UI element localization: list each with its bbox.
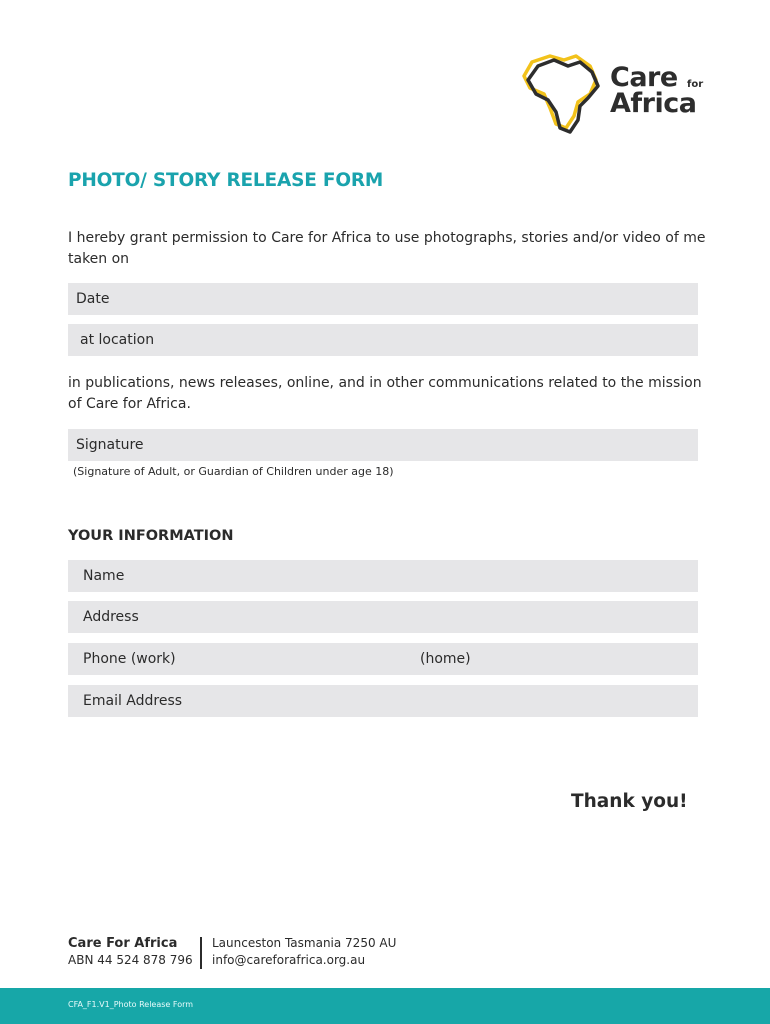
care-for-africa-logo bbox=[516, 50, 716, 136]
footer-address: Launceston Tasmania 7250 AU bbox=[212, 936, 397, 950]
name-label: Name bbox=[83, 568, 125, 584]
section-title: YOUR INFORMATION bbox=[68, 528, 234, 544]
footer-bar bbox=[0, 988, 770, 1024]
form-code: CFA_F1.V1_Photo Release Form bbox=[68, 1000, 194, 1009]
email-label: Email Address bbox=[83, 693, 183, 709]
location-label: at location bbox=[80, 332, 155, 348]
address-field[interactable] bbox=[68, 601, 698, 633]
name-field[interactable] bbox=[68, 560, 698, 592]
signature-note: (Signature of Adult, or Guardian of Children under age 18) bbox=[73, 465, 394, 478]
phone-field[interactable] bbox=[68, 643, 698, 675]
africa-map-icon bbox=[516, 50, 606, 136]
footer-abn: ABN 44 524 878 796 bbox=[68, 953, 193, 967]
footer-email[interactable]: info@careforafrica.org.au bbox=[212, 953, 366, 967]
date-field[interactable] bbox=[68, 283, 698, 315]
logo-word-for: for bbox=[687, 79, 704, 90]
footer-divider bbox=[200, 937, 202, 969]
logo-word-africa: Africa bbox=[610, 88, 697, 119]
signature-field[interactable] bbox=[68, 429, 698, 461]
form-title: PHOTO/ STORY RELEASE FORM bbox=[68, 170, 384, 191]
thank-you-text: Thank you! bbox=[571, 791, 688, 812]
phone-work-label: Phone (work) bbox=[83, 651, 176, 667]
footer-org-name: Care For Africa bbox=[68, 936, 178, 951]
footer-org bbox=[68, 935, 193, 969]
date-label: Date bbox=[76, 291, 110, 307]
intro-text: I hereby grant permission to Care for Africa to use photographs, stories and/or video of me taken on bbox=[68, 230, 706, 267]
email-field[interactable] bbox=[68, 685, 698, 717]
logo-word-care: Care bbox=[610, 62, 678, 93]
footer-contact bbox=[212, 935, 396, 969]
signature-label: Signature bbox=[76, 437, 144, 453]
phone-home-label: (home) bbox=[420, 651, 471, 667]
usage-text: in publications, news releases, online, and in other communications related to the mission of Care for Africa. bbox=[68, 375, 702, 412]
address-label: Address bbox=[83, 609, 139, 625]
location-field[interactable] bbox=[68, 324, 698, 356]
